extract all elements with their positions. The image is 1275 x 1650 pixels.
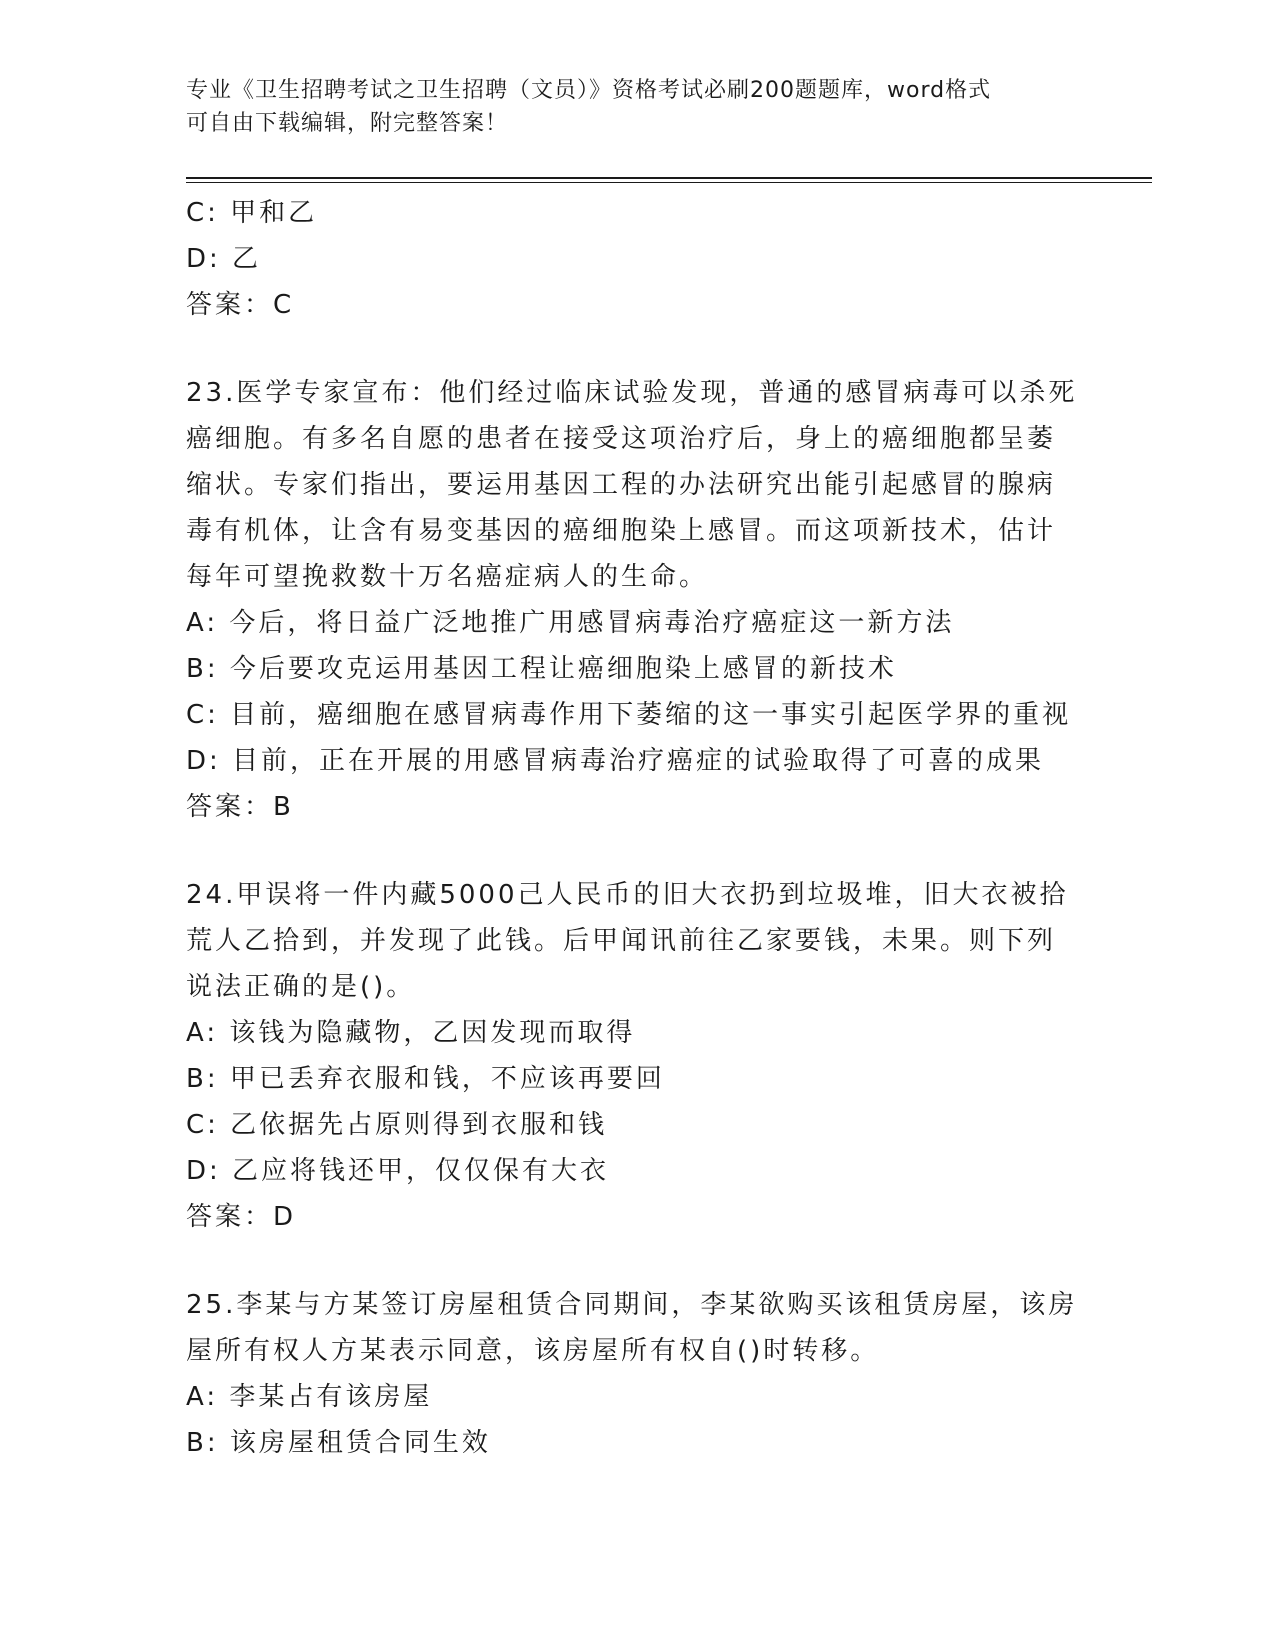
question-stem-line: 24.甲误将一件内藏5000己人民币的旧大衣扔到垃圾堆，旧大衣被拾 bbox=[186, 880, 1069, 910]
spacer bbox=[186, 328, 1086, 370]
option-d: D: 乙 bbox=[186, 244, 262, 274]
header-rule-thin bbox=[186, 182, 1152, 183]
question-stem-line: 说法正确的是()。 bbox=[186, 972, 416, 1002]
option-d: D: 目前，正在开展的用感冒病毒治疗癌症的试验取得了可喜的成果 bbox=[186, 746, 1045, 776]
page-header bbox=[186, 74, 1076, 140]
header-line-2: 可自由下载编辑，附完整答案！ bbox=[186, 111, 509, 136]
question-24 bbox=[186, 872, 1086, 1240]
question-stem-line: 毒有机体，让含有易变基因的癌细胞染上感冒。而这项新技术，估计 bbox=[186, 516, 1057, 546]
option-d: D: 乙应将钱还甲，仅仅保有大衣 bbox=[186, 1156, 610, 1186]
option-c: C: 目前，癌细胞在感冒病毒作用下萎缩的这一事实引起医学界的重视 bbox=[186, 700, 1072, 730]
option-b: B: 该房屋租赁合同生效 bbox=[186, 1428, 491, 1458]
question-stem-line: 25.李某与方某签订房屋租赁合同期间，李某欲购买该租赁房屋，该房 bbox=[186, 1290, 1078, 1320]
option-c: C: 乙依据先占原则得到衣服和钱 bbox=[186, 1110, 608, 1140]
answer-line: 答案：D bbox=[186, 1202, 297, 1232]
spacer bbox=[186, 1240, 1086, 1282]
option-c: C: 甲和乙 bbox=[186, 198, 318, 228]
option-b: B: 今后要攻克运用基因工程让癌细胞染上感冒的新技术 bbox=[186, 654, 897, 684]
header-rule-thick bbox=[186, 177, 1152, 179]
option-a: A: 该钱为隐藏物，乙因发现而取得 bbox=[186, 1018, 636, 1048]
question-stem-line: 缩状。专家们指出，要运用基因工程的办法研究出能引起感冒的腺病 bbox=[186, 470, 1057, 500]
question-stem-line: 23.医学专家宣布：他们经过临床试验发现，普通的感冒病毒可以杀死 bbox=[186, 378, 1078, 408]
question-stem-line: 癌细胞。有多名自愿的患者在接受这项治疗后，身上的癌细胞都呈萎 bbox=[186, 424, 1057, 454]
question-22-tail bbox=[186, 190, 1086, 328]
question-25 bbox=[186, 1282, 1086, 1466]
spacer bbox=[186, 830, 1086, 872]
answer-line: 答案：B bbox=[186, 792, 294, 822]
option-a: A: 今后，将日益广泛地推广用感冒病毒治疗癌症这一新方法 bbox=[186, 608, 955, 638]
question-stem-line: 每年可望挽救数十万名癌症病人的生命。 bbox=[186, 562, 709, 592]
question-stem-line: 屋所有权人方某表示同意，该房屋所有权自()时转移。 bbox=[186, 1336, 880, 1366]
question-23 bbox=[186, 370, 1086, 830]
answer-line: 答案：C bbox=[186, 290, 295, 320]
question-stem-line: 荒人乙拾到，并发现了此钱。后甲闻讯前往乙家要钱，未果。则下列 bbox=[186, 926, 1057, 956]
document-body bbox=[186, 190, 1086, 1466]
option-b: B: 甲已丢弃衣服和钱，不应该再要回 bbox=[186, 1064, 665, 1094]
option-a: A: 李某占有该房屋 bbox=[186, 1382, 433, 1412]
header-line-1: 专业《卫生招聘考试之卫生招聘（文员）》资格考试必刷200题题库，word格式 bbox=[186, 78, 992, 103]
